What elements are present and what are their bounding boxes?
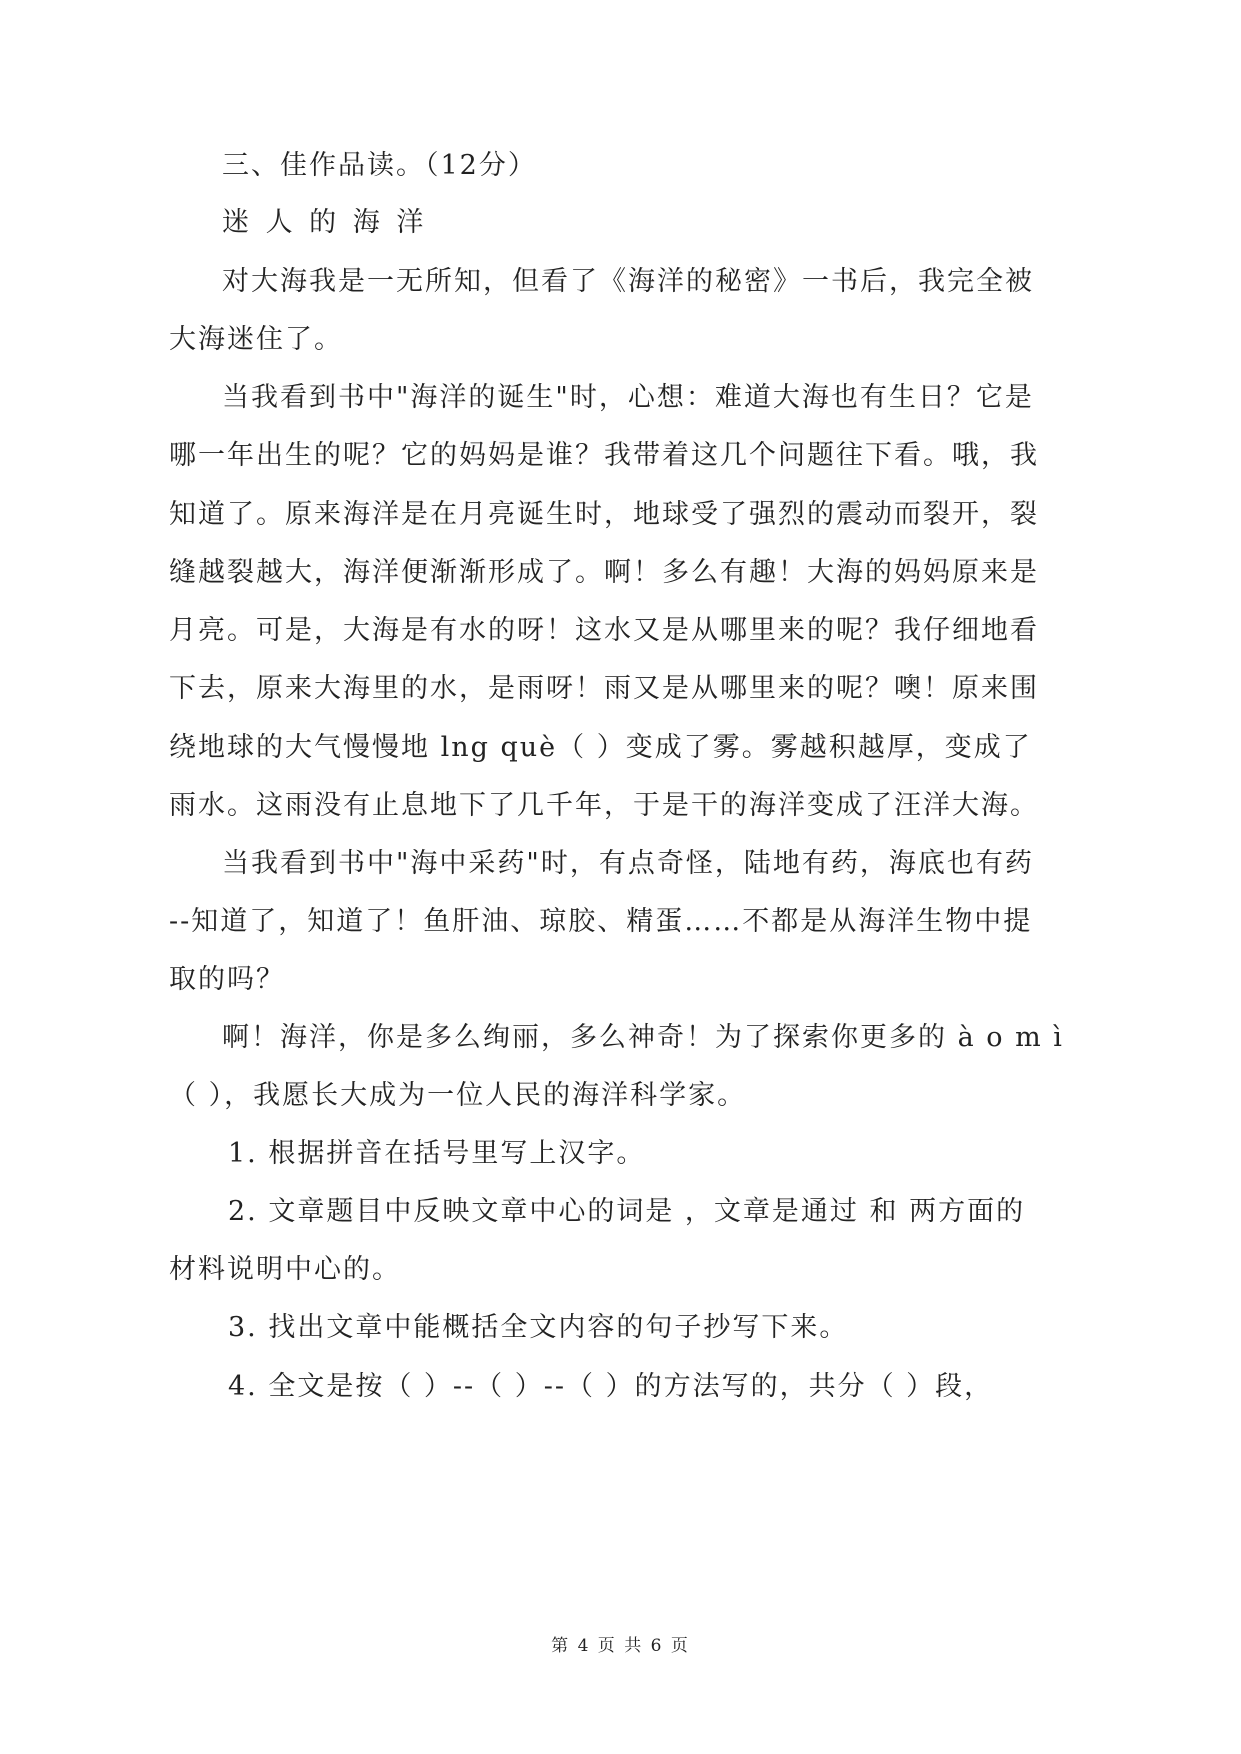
paragraph-2-line-4: 缝越裂越大，海洋便渐渐形成了。啊！多么有趣！大海的妈妈原来是 bbox=[169, 557, 1039, 588]
paragraph-2-line-8: 雨水。这雨没有止息地下了几千年，于是干的海洋变成了汪洋大海。 bbox=[169, 790, 1039, 821]
paragraph-2-line-3: 知道了。原来海洋是在月亮诞生时，地球受了强烈的震动而裂开，裂 bbox=[169, 499, 1039, 530]
section-heading: 三、佳作品读。（12分） bbox=[222, 150, 537, 181]
article-title: 迷 人 的 海 洋 bbox=[222, 207, 428, 238]
question-1: 1. 根据拼音在括号里写上汉字。 bbox=[228, 1138, 646, 1169]
question-2-line-1: 2. 文章题目中反映文章中心的词是 ，文章是通过 和 两方面的 bbox=[228, 1196, 1026, 1227]
paragraph-2-line-2: 哪一年出生的呢？它的妈妈是谁？我带着这几个问题往下看。哦，我 bbox=[169, 440, 1039, 471]
paragraph-3-line-2: --知道了，知道了！鱼肝油、琼胶、精蛋……不都是从海洋生物中提 bbox=[169, 906, 1033, 937]
paragraph-4-line-1: 啊！海洋，你是多么绚丽，多么神奇！为了探索你更多的 à o m ì bbox=[222, 1022, 1064, 1053]
paragraph-4-line-2: （ ），我愿长大成为一位人民的海洋科学家。 bbox=[169, 1080, 747, 1111]
paragraph-3-line-1: 当我看到书中"海中采药"时，有点奇怪，陆地有药，海底也有药 bbox=[222, 848, 1034, 879]
paragraph-2-line-7: 绕地球的大气慢慢地 lng què（ ）变成了雾。雾越积越厚，变成了 bbox=[169, 732, 1032, 763]
paragraph-2-line-5: 月亮。可是，大海是有水的呀！这水又是从哪里来的呢？我仔细地看 bbox=[169, 615, 1039, 646]
page-footer: 第 4 页 共 6 页 bbox=[551, 1636, 690, 1656]
paragraph-2-line-1: 当我看到书中"海洋的诞生"时，心想：难道大海也有生日？它是 bbox=[222, 382, 1034, 413]
paragraph-3-line-3: 取的吗？ bbox=[169, 964, 285, 995]
paragraph-2-line-6: 下去，原来大海里的水，是雨呀！雨又是从哪里来的呢？噢！原来围 bbox=[169, 673, 1039, 704]
paragraph-1-line-1: 对大海我是一无所知，但看了《海洋的秘密》一书后，我完全被 bbox=[222, 266, 1034, 297]
question-4: 4. 全文是按（ ）--（ ）--（ ）的方法写的，共分（ ）段， bbox=[228, 1371, 994, 1402]
question-3: 3. 找出文章中能概括全文内容的句子抄写下来。 bbox=[228, 1312, 849, 1343]
question-2-line-2: 材料说明中心的。 bbox=[169, 1254, 401, 1285]
paragraph-1-line-2: 大海迷住了。 bbox=[169, 324, 343, 355]
